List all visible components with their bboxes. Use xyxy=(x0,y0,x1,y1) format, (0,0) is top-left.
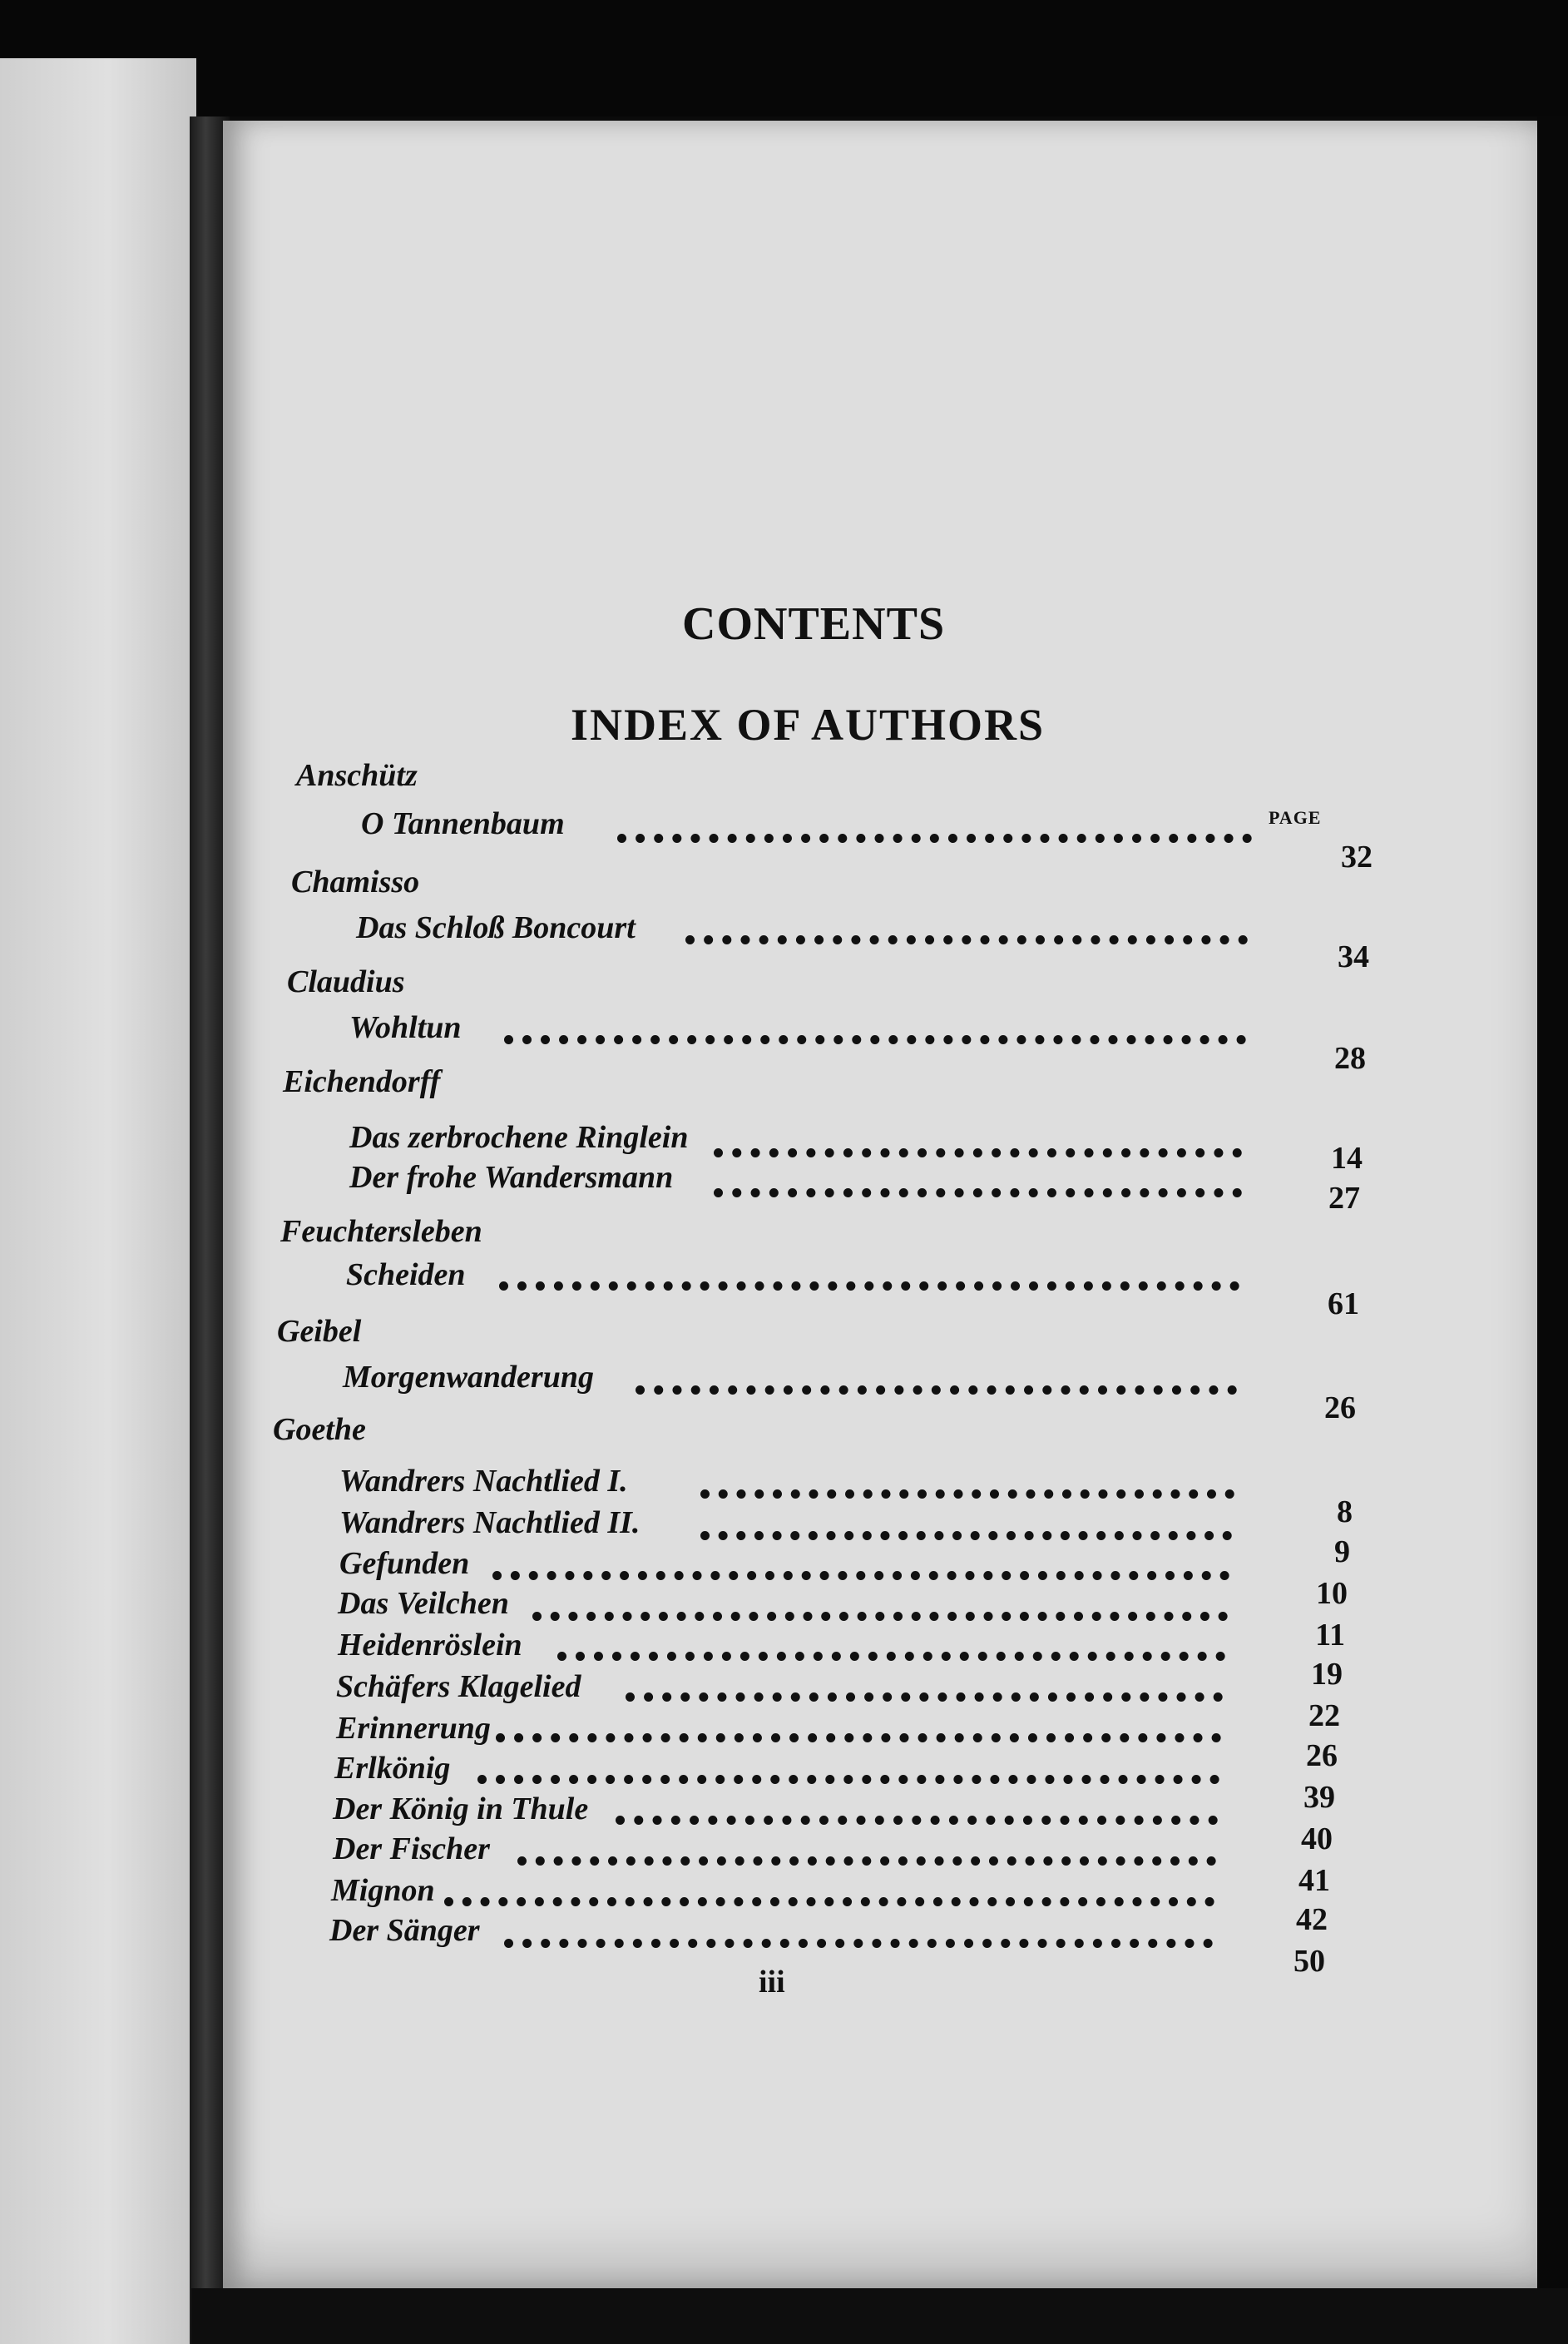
page-reference: 39 xyxy=(1303,1780,1335,1815)
page-reference: 40 xyxy=(1301,1821,1333,1856)
dot-leader xyxy=(685,935,1248,944)
poem-title: Mignon xyxy=(331,1873,435,1908)
page-reference: 28 xyxy=(1334,1041,1366,1076)
poem-title: Der frohe Wandersmann xyxy=(349,1160,674,1195)
dot-leader xyxy=(626,1692,1223,1702)
dot-leader xyxy=(499,1281,1239,1291)
dot-leader xyxy=(517,1856,1216,1866)
page-reference: 19 xyxy=(1311,1657,1343,1692)
dot-leader xyxy=(477,1775,1219,1784)
page-number: iii xyxy=(759,1965,785,2000)
page-reference: 34 xyxy=(1338,939,1369,974)
page-reference: 50 xyxy=(1293,1944,1325,1979)
scan-top-border xyxy=(0,0,1568,116)
page-title: CONTENTS xyxy=(682,598,946,650)
dot-leader xyxy=(532,1612,1228,1621)
poem-title: Der Sänger xyxy=(329,1913,480,1948)
scan-bottom-border xyxy=(191,2288,1568,2344)
dot-leader xyxy=(616,1816,1218,1825)
page-reference: 9 xyxy=(1334,1534,1350,1569)
page-reference: 14 xyxy=(1331,1141,1363,1176)
poem-title: Wohltun xyxy=(349,1010,462,1045)
poem-title: Erinnerung xyxy=(336,1711,491,1746)
poem-title: Morgenwanderung xyxy=(343,1360,594,1395)
poem-title: Der Fischer xyxy=(333,1831,490,1866)
page-reference: 8 xyxy=(1337,1494,1353,1529)
page-reference: 22 xyxy=(1308,1698,1340,1733)
dot-leader xyxy=(444,1897,1214,1906)
poem-title: Wandrers Nachtlied I. xyxy=(339,1464,628,1499)
page-reference: 10 xyxy=(1316,1576,1348,1611)
poem-title: Schäfers Klagelied xyxy=(336,1669,581,1704)
poem-title: O Tannenbaum xyxy=(361,806,565,841)
poem-title: Das Veilchen xyxy=(338,1586,509,1621)
page-reference: 26 xyxy=(1324,1390,1356,1425)
page-reference: 32 xyxy=(1341,840,1373,875)
left-page-edge xyxy=(0,58,196,2344)
author-heading: Claudius xyxy=(287,964,405,999)
poem-title: Wandrers Nachtlied II. xyxy=(339,1505,641,1540)
dot-leader xyxy=(636,1385,1237,1395)
poem-title: Scheiden xyxy=(346,1257,466,1292)
poem-title: Gefunden xyxy=(339,1546,470,1581)
author-heading: Feuchtersleben xyxy=(280,1214,482,1249)
page-reference: 27 xyxy=(1328,1181,1360,1216)
dot-leader xyxy=(492,1571,1229,1580)
dot-leader xyxy=(504,1939,1213,1948)
poem-title: Heidenröslein xyxy=(338,1628,522,1663)
poem-title: Erlkönig xyxy=(334,1751,451,1786)
dot-leader xyxy=(504,1035,1246,1044)
page-column-label: PAGE xyxy=(1269,807,1322,828)
dot-leader xyxy=(714,1148,1242,1157)
dot-leader xyxy=(700,1489,1234,1499)
poem-title: Der König in Thule xyxy=(333,1791,589,1826)
dot-leader xyxy=(496,1733,1221,1742)
author-heading: Chamisso xyxy=(291,865,420,899)
dot-leader xyxy=(557,1652,1225,1661)
author-heading: Goethe xyxy=(273,1412,366,1447)
section-title: INDEX OF AUTHORS xyxy=(571,700,1046,750)
page-reference: 41 xyxy=(1298,1863,1330,1898)
poem-title: Das zerbrochene Ringlein xyxy=(349,1120,689,1155)
author-heading: Eichendorff xyxy=(283,1064,441,1099)
scan-right-border xyxy=(1537,116,1568,2344)
dot-leader xyxy=(714,1188,1242,1197)
poem-title: Das Schloß Boncourt xyxy=(356,910,636,945)
dot-leader xyxy=(617,834,1252,843)
dot-leader xyxy=(700,1531,1232,1540)
page-reference: 11 xyxy=(1315,1618,1345,1653)
author-heading: Anschütz xyxy=(296,758,418,793)
page-reference: 61 xyxy=(1328,1286,1359,1321)
page-reference: 42 xyxy=(1296,1902,1328,1937)
page-reference: 26 xyxy=(1306,1738,1338,1773)
author-heading: Geibel xyxy=(277,1314,362,1349)
